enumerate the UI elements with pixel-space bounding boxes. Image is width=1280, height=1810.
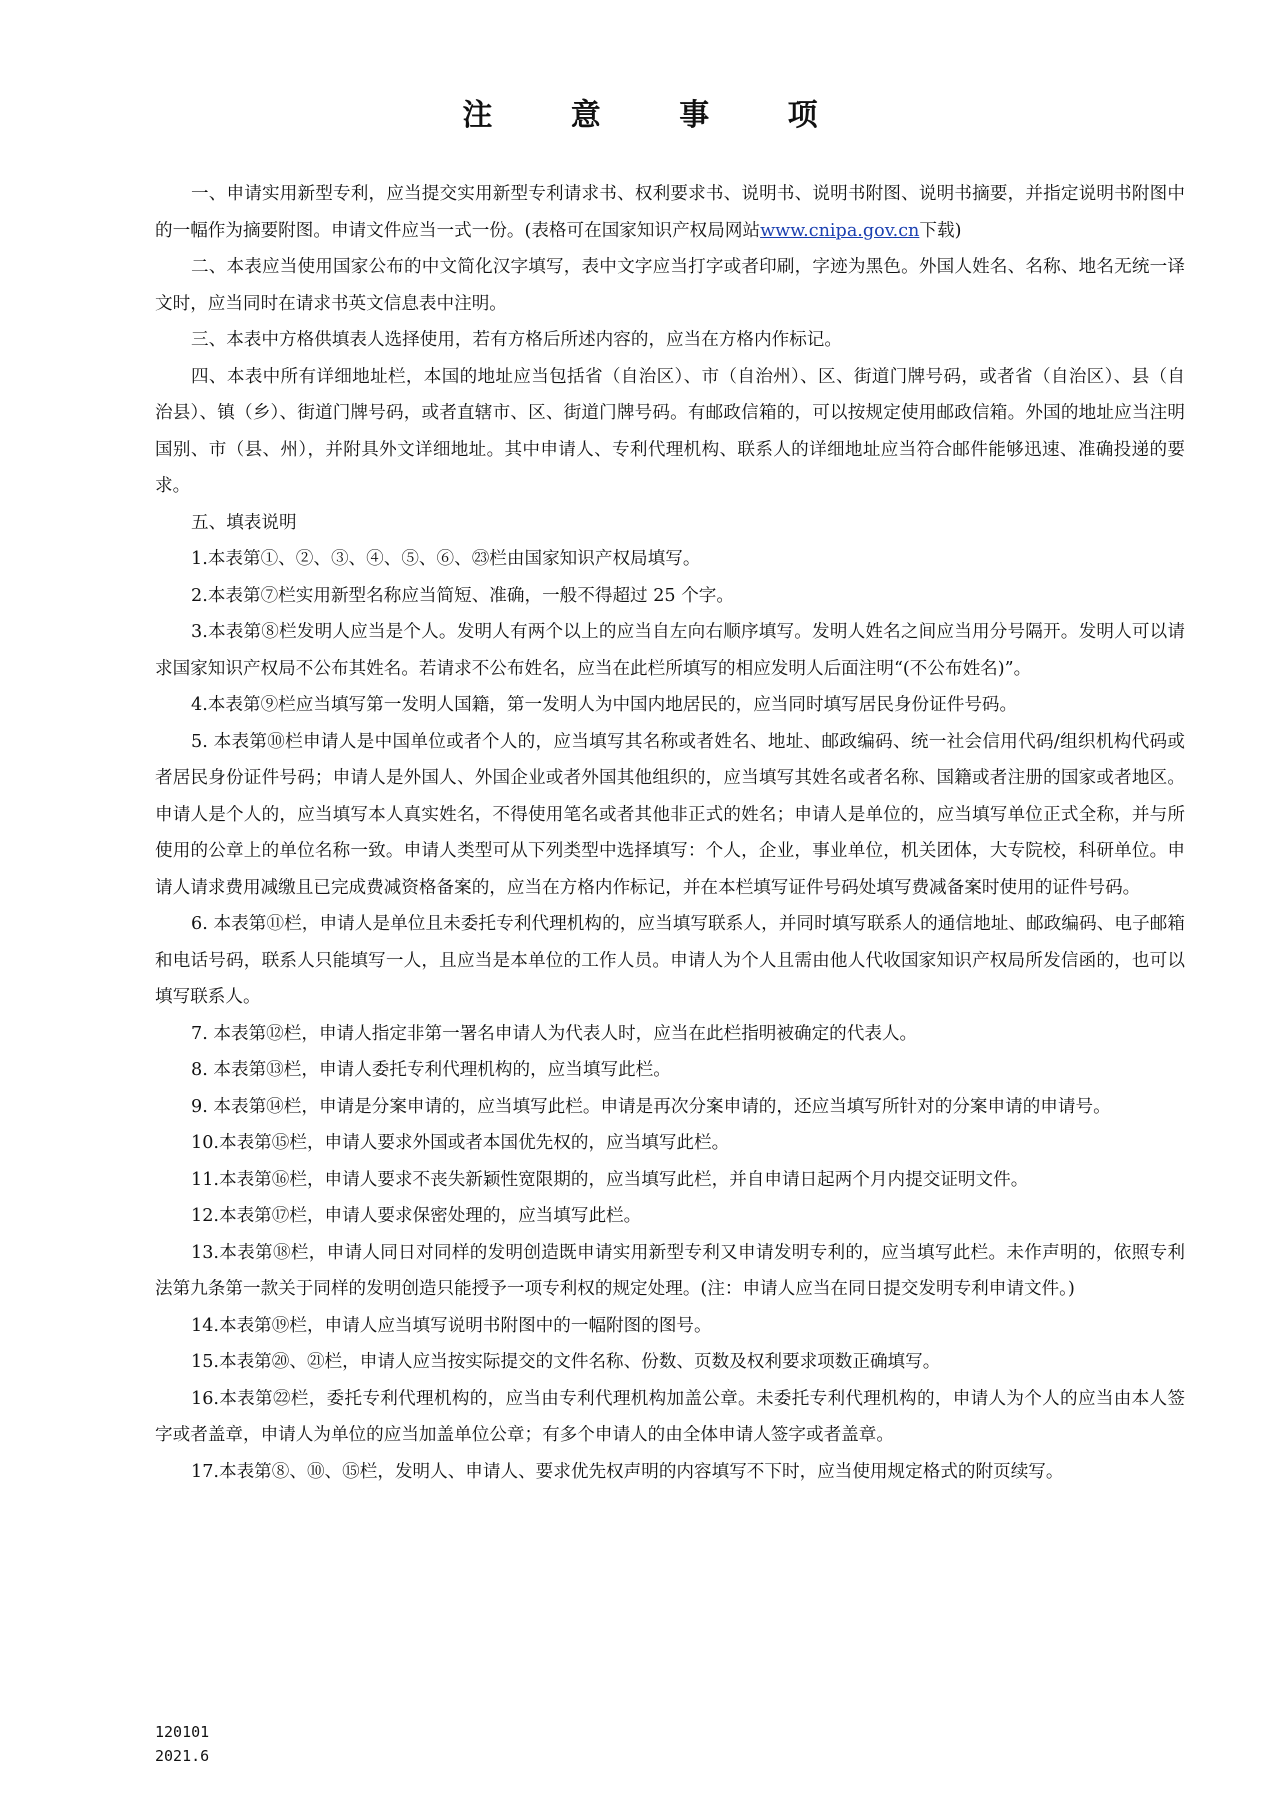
notice-item-4: 四、本表中所有详细地址栏，本国的地址应当包括省（自治区）、市（自治州）、区、街道门牌号码，或者省（自治区）、县（自治县）、镇（乡）、街道门牌号码，或者直辖市、区、街道门牌号码。有邮政信箱的，可以按规定使用邮政信箱。外国的地址应当注明国别、市（县、州），并附具外文详细地址。其中申请人、专利代理机构、联系人的详细地址应当符合邮件能够迅速、准确投递的要求。 (155, 366, 1185, 496)
fill-instruction-15: 15.本表第⑳、㉑栏，申请人应当按实际提交的文件名称、份数、页数及权利要求项数正确填写。 (191, 1352, 941, 1372)
page-title: 注 意 事 项 (462, 98, 852, 133)
fill-instruction-1: 1.本表第①、②、③、④、⑤、⑥、㉓栏由国家知识产权局填写。 (191, 549, 701, 569)
fill-instruction-3: 3.本表第⑧栏发明人应当是个人。发明人有两个以上的应当自左向右顺序填写。发明人姓名之间应当用分号隔开。发明人可以请求国家知识产权局不公布其姓名。若请求不公布姓名，应当在此栏所填写的相应发明人后面注明“(不公布姓名)”。 (155, 622, 1185, 679)
fill-instruction-17: 17.本表第⑧、⑩、⑮栏，发明人、申请人、要求优先权声明的内容填写不下时，应当使用规定格式的附页续写。 (191, 1461, 1064, 1482)
fill-instruction-10: 10.本表第⑮栏，申请人要求外国或者本国优先权的，应当填写此栏。 (191, 1133, 730, 1153)
notice-item-1-text: 一、申请实用新型专利，应当提交实用新型专利请求书、权利要求书、说明书、说明书附图、说明书摘要，并指定说明书附图中的一幅作为摘要附图。申请文件应当一式一份。(表格可在国家知识产权局网站 (155, 184, 1185, 241)
notice-item-2: 二、本表应当使用国家公布的中文简化汉字填写，表中文字应当打字或者印刷，字迹为黑色。外国人姓名、名称、地名无统一译文时，应当同时在请求书英文信息表中注明。 (155, 257, 1185, 314)
fill-instruction-14: 14.本表第⑲栏，申请人应当填写说明书附图中的一幅附图的图号。 (191, 1315, 712, 1336)
cnipa-website-link[interactable]: www.cnipa.gov.cn (760, 220, 920, 241)
fill-instruction-13: 13.本表第⑱栏，申请人同日对同样的发明创造既申请实用新型专利又申请发明专利的，应当填写此栏。未作声明的，依照专利法第九条第一款关于同样的发明创造只能授予一项专利权的规定处理。(注：申请人应当在同日提交发明专利申请文件。) (155, 1242, 1185, 1299)
fill-instruction-16: 16.本表第㉒栏，委托专利代理机构的，应当由专利代理机构加盖公章。未委托专利代理机构的，申请人为个人的应当由本人签字或者盖章，申请人为单位的应当加盖单位公章；有多个申请人的由全体申请人签字或者盖章。 (155, 1388, 1185, 1445)
form-version-date: 2021.6 (155, 1747, 210, 1765)
notice-body (155, 176, 1185, 1490)
fill-instruction-8: 8. 本表第⑬栏，申请人委托专利代理机构的，应当填写此栏。 (191, 1060, 671, 1080)
notice-item-1-tail: 下载) (919, 220, 962, 241)
fill-instruction-5: 5. 本表第⑩栏申请人是中国单位或者个人的，应当填写其名称或者姓名、地址、邮政编码、统一社会信用代码/组织机构代码或者居民身份证件号码；申请人是外国人、外国企业或者外国其他组织的，应当填写其姓名或者名称、国籍或者注册的国家或者地区。申请人是个人的，应当填写本人真实姓名，不得使用笔名或者其他非正式的姓名；申请人是单位的，应当填写单位正式全称，并与所使用的公章上的单位名称一致。申请人类型可从下列类型中选择填写：个人，企业，事业单位，机关团体，大专院校，科研单位。申请人请求费用减缴且已完成费减资格备案的，应当在方格内作标记，并在本栏填写证件号码处填写费减备案时使用的证件号码。 (155, 731, 1185, 898)
notice-item-1 (155, 176, 1185, 249)
fill-instruction-6: 6. 本表第⑪栏，申请人是单位且未委托专利代理机构的，应当填写联系人，并同时填写联系人的通信地址、邮政编码、电子邮箱和电话号码，联系人只能填写一人，且应当是本单位的工作人员。申请人为个人且需由他人代收国家知识产权局所发信函的，也可以填写联系人。 (155, 914, 1185, 1007)
notice-item-3: 三、本表中方格供填表人选择使用，若有方格后所述内容的，应当在方格内作标记。 (191, 330, 842, 350)
fill-instruction-4: 4.本表第⑨栏应当填写第一发明人国籍，第一发明人为中国内地居民的，应当同时填写居民身份证件号码。 (191, 695, 1018, 715)
fill-instruction-7: 7. 本表第⑫栏，申请人指定非第一署名申请人为代表人时，应当在此栏指明被确定的代表人。 (191, 1023, 918, 1044)
form-code: 120101 (155, 1723, 210, 1741)
notice-item-5-heading: 五、填表说明 (191, 512, 297, 533)
fill-instruction-9: 9. 本表第⑭栏，申请是分案申请的，应当填写此栏。申请是再次分案申请的，还应当填写所针对的分案申请的申请号。 (191, 1096, 1111, 1117)
form-footer (155, 1720, 209, 1768)
fill-instruction-2: 2.本表第⑦栏实用新型名称应当简短、准确，一般不得超过 25 个字。 (191, 585, 734, 606)
fill-instruction-11: 11.本表第⑯栏，申请人要求不丧失新颖性宽限期的，应当填写此栏，并自申请日起两个月内提交证明文件。 (191, 1169, 1029, 1190)
fill-instruction-12: 12.本表第⑰栏，申请人要求保密处理的，应当填写此栏。 (191, 1206, 642, 1226)
